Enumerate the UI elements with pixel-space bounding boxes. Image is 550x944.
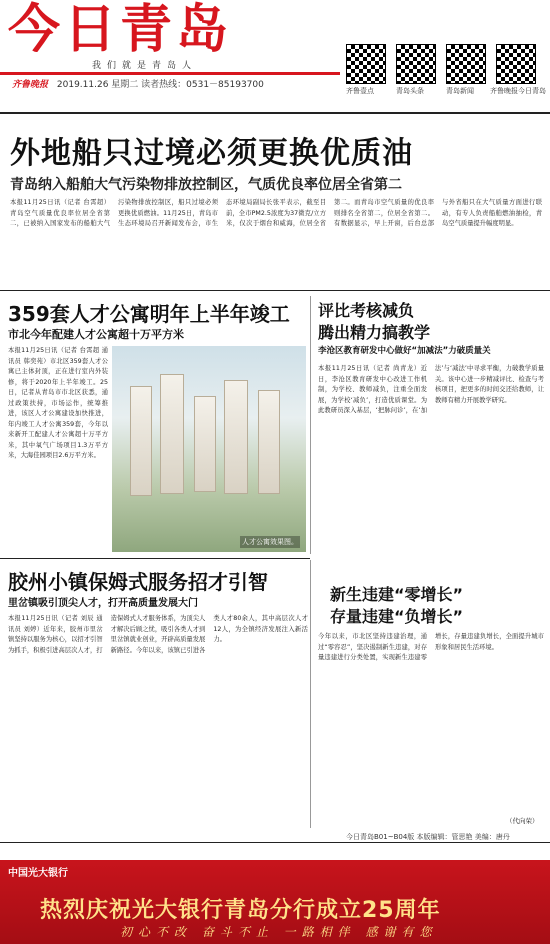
lead-body: 本报11月25日讯（记者 台霄超） 青岛空气质量优良率位居全省第二，已被纳入国家发布的船舶大气污染物排放控制区，船只过境必须更换优质燃油。11月25日，青岛市生态环境局召开新闻发布会，市生态环境局副局长张平表示，截至目前，全市PM2.5浓度为37微克/立方米，仅次于烟台和威海，位居全省第二。而青岛市空气质量的优良率则排名全省第二，位居全省第二。有数据显示，早上开窗，后台总部与外省船只在大气质量方面进行联动，有专人负责船舶燃油抽检，青岛空气质量提升幅度明显。 bbox=[10, 199, 542, 227]
lead-deck: 青岛纳入船舶大气污染物排放控制区，气质优良率位居全省第二 bbox=[10, 177, 402, 193]
talent-headline[interactable]: 359套人才公寓明年上半年竣工 bbox=[8, 302, 290, 326]
talent-photo bbox=[112, 346, 306, 552]
review-headline-2[interactable]: 腾出精力搞教学 bbox=[318, 323, 431, 342]
qr-label-4: 齐鲁晚报今日青岛 bbox=[490, 87, 546, 95]
qr-code-icon[interactable] bbox=[496, 44, 536, 84]
anniversary-ad[interactable] bbox=[0, 860, 550, 944]
column-divider bbox=[310, 296, 311, 554]
column-divider bbox=[310, 560, 311, 828]
qr-code-icon[interactable] bbox=[346, 44, 386, 84]
qr-code-icon[interactable] bbox=[396, 44, 436, 84]
jiaozhou-headline[interactable]: 胶州小镇保姆式服务招才引智 bbox=[8, 570, 268, 594]
review-body: 本报11月25日讯（记者 尚青龙）近日，李沧区教育研发中心改进工作机制，为学校、教师减负，注重全面发展，为学校‘减负’，打造优质课堂。为此教研员深入基层，‘把脉问诊’，在‘加法’与‘减法’中寻求平衡，力破教学质量关。该中心进一步精减评比、检查与考核项目，把更多的时间交还给教师，让教师有精力开展教学研究。 bbox=[318, 365, 544, 414]
masthead-subtitle: 我们就是青岛人 bbox=[92, 61, 198, 71]
review-headline-1[interactable]: 评比考核减负 bbox=[318, 301, 415, 320]
talent-deck: 市北今年配建人才公寓超十万平方米 bbox=[8, 328, 184, 341]
qr-label-1: 齐鲁壹点 bbox=[346, 87, 374, 95]
qr-label-2: 青岛头条 bbox=[396, 87, 424, 95]
masthead-title: 今日青岛 bbox=[8, 0, 233, 60]
footer-divider bbox=[0, 842, 550, 843]
header-divider bbox=[0, 112, 550, 114]
debt-headline-1[interactable]: 新生违建“零增长” bbox=[330, 585, 464, 604]
masthead-meta bbox=[12, 77, 264, 90]
lead-headline[interactable]: 外地船只过境必须更换优质油 bbox=[10, 136, 413, 171]
issue-info: 2019.11.26 星期二 读者热线：0531－85193700 bbox=[56, 80, 264, 90]
masthead-rule bbox=[0, 72, 340, 75]
ad-slogan: 初心不改 奋斗不止 一路相伴 感谢有您 bbox=[120, 925, 438, 939]
qr-code-icon[interactable] bbox=[446, 44, 486, 84]
bank-logo: 中国光大银行 bbox=[8, 868, 68, 879]
debt-headline-2[interactable]: 存量违建“负增长” bbox=[330, 607, 464, 626]
debt-body: 今年以来，市北区坚持违建治理，通过“零容忍”，坚决遏制新生违建，对存量违建进行分类处置，实现新生违建零增长，存量违建负增长，全面提升城市形象和居民生活环境。 bbox=[318, 633, 544, 661]
jiaozhou-deck: 里岔镇吸引顶尖人才，打开高质量发展大门 bbox=[8, 598, 198, 609]
section-divider bbox=[0, 290, 550, 291]
debt-byline: （代向荣） bbox=[506, 817, 539, 825]
review-deck: 李沧区教育研发中心做好“加减法”力破质量关 bbox=[318, 346, 491, 356]
qr-label-3: 青岛新闻 bbox=[446, 87, 474, 95]
ad-title: 热烈庆祝光大银行青岛分行成立25周年 bbox=[40, 898, 441, 923]
editor-credit: 今日青岛B01~B04版 本版编辑：管思艳 美编：唐丹 bbox=[346, 833, 510, 841]
paper-name: 齐鲁晚报 bbox=[12, 80, 49, 90]
talent-body: 本报11月25日讯（记者 台霄超 通讯员 韩奕苑）市北区359套人才公寓已主体封顶，正在进行室内外装修，将于2020年上半年竣工。25日，记者从青岛市市北区获悉，通过政策扶持，市场运作，统筹推进，该区人才公寓建设加快推进，年内竣工人才公寓359套，今年以来新开工配建人才公寓超十万平方米，其中氧气广场项目1.3万平方米，大海佳园项目2.6万平方米。 bbox=[8, 347, 108, 459]
photo-caption: 人才公寓效果图。 bbox=[242, 538, 298, 546]
jiaozhou-body: 本报11月25日讯（记者 刘辰 通讯员 刘婷）近年来，胶州市里岔镇坚持以服务为核心，以招才引智为抓手，积极引进高层次人才，打造保姆式人才服务体系，为顶尖人才解决后顾之忧，吸引各类人才到里岔镇就业创业，开辟高质量发展新路径。今年以来，该镇已引进各类人才80余人，其中高层次人才12人，为全镇经济发展注入新活力。 bbox=[8, 615, 308, 654]
section-divider bbox=[0, 558, 310, 559]
